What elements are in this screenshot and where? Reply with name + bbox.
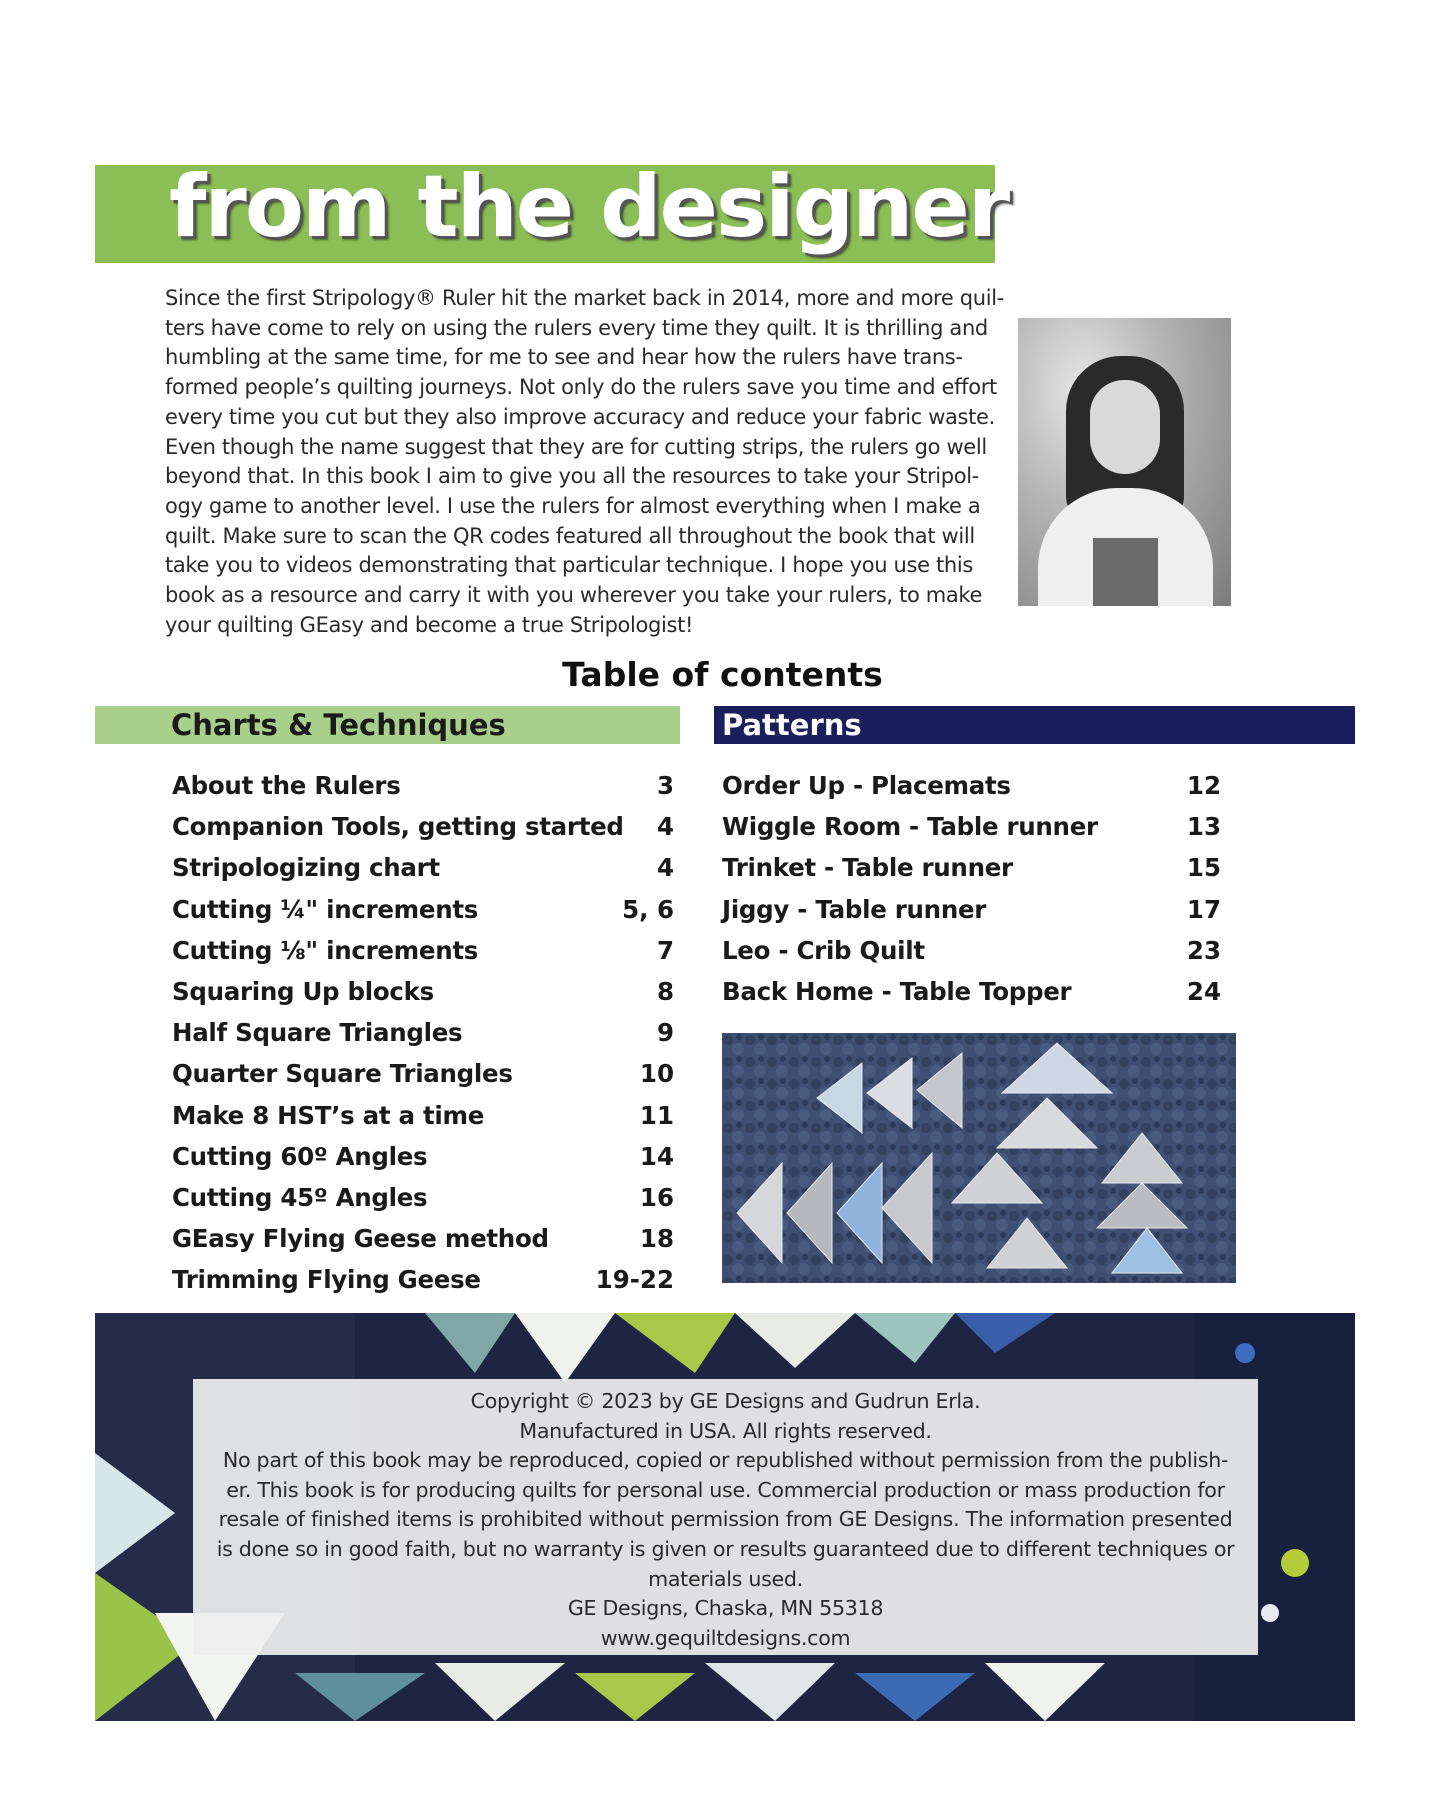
toc-item	[722, 930, 1221, 971]
toc-item	[722, 847, 1221, 888]
toc-item-label: Wiggle Room - Table runner	[722, 812, 1098, 842]
charts-heading-label: Charts & Techniques	[171, 708, 506, 742]
intro-line: beyond that. In this book I aim to give you all the resources to take your Stripol-	[165, 464, 979, 489]
toc-item	[172, 765, 674, 806]
toc-item-label: Cutting ⅛" increments	[172, 935, 479, 965]
toc-item	[172, 1136, 674, 1177]
toc-item-label: About the Rulers	[172, 771, 401, 800]
intro-line: Since the first Stripology® Ruler hit the market back in 2014, more and more quil-	[165, 286, 1004, 310]
toc-item-label: Leo - Crib Quilt	[722, 935, 925, 965]
toc-item-label: Trimming Flying Geese	[172, 1265, 481, 1295]
toc-item-label: Back Home - Table Topper	[722, 976, 1072, 1006]
toc-item-page: 4	[656, 853, 674, 883]
toc-item-page: 9	[656, 1018, 674, 1048]
copyright-line: Manufactured in USA. All rights reserved.	[519, 1418, 932, 1443]
copyright-line: No part of this book may be reproduced, copied or republished without permission from the publish-	[222, 1448, 1229, 1473]
intro-line: ters have come to rely on using the rulers every time they quilt. It is thrilling and	[165, 315, 988, 340]
toc-item	[172, 889, 674, 930]
toc-item-page: 16	[639, 1182, 674, 1212]
toc-item-label: Squaring Up blocks	[172, 976, 434, 1006]
toc-item-page: 5, 6	[622, 894, 674, 924]
toc-item-page: 19-22	[595, 1265, 674, 1295]
toc-item-page: 24	[1186, 976, 1221, 1006]
toc-item-label: Companion Tools, getting started	[172, 812, 624, 842]
flying-geese-quilt-photo	[722, 1033, 1236, 1283]
toc-item-label: Half Square Triangles	[172, 1018, 463, 1048]
intro-line: take you to videos demonstrating that particular technique. I hope you use this	[165, 553, 973, 578]
toc-item	[172, 1218, 674, 1259]
copyright-line: GE Designs, Chaska, MN 55318	[567, 1596, 884, 1621]
toc-item-page: 10	[639, 1059, 674, 1089]
toc-item	[722, 889, 1221, 930]
toc-item-page: 23	[1186, 935, 1221, 965]
intro-paragraph	[165, 284, 1010, 640]
intro-line: every time you cut but they also improve accuracy and reduce your fabric waste.	[165, 404, 995, 429]
toc-item-page: 18	[639, 1224, 674, 1254]
title-banner	[95, 157, 1009, 263]
patterns-heading-label: Patterns	[722, 708, 862, 742]
charts-heading	[95, 706, 680, 744]
toc-item-page: 7	[656, 935, 674, 965]
intro-line: Even though the name suggest that they are for cutting strips, the rulers go well	[165, 434, 987, 459]
toc-item-label: Jiggy - Table runner	[722, 894, 987, 924]
copyright-text	[193, 1387, 1258, 1653]
copyright-line: resale of finished items is prohibited without permission from GE Designs. The information presented	[218, 1507, 1233, 1532]
toc-item	[172, 847, 674, 888]
toc-item-page: 13	[1186, 812, 1221, 842]
intro-line: ogy game to another level. I use the rulers for almost everything when I make a	[165, 493, 981, 518]
toc-item	[172, 806, 674, 847]
toc-item	[172, 1053, 674, 1094]
copyright-line: Copyright © 2023 by GE Designs and Gudrun Erla.	[470, 1389, 981, 1413]
toc-item	[172, 1259, 674, 1300]
toc-item-page: 11	[639, 1100, 674, 1130]
toc-item	[722, 765, 1221, 806]
toc-item-page: 17	[1186, 894, 1221, 924]
toc-item-label: GEasy Flying Geese method	[172, 1224, 549, 1254]
toc-item-label: Stripologizing chart	[172, 853, 440, 883]
patterns-list	[722, 765, 1221, 1012]
toc-item	[172, 971, 674, 1012]
intro-line: quilt. Make sure to scan the QR codes featured all throughout the book that will	[165, 523, 975, 548]
toc-item	[172, 1012, 674, 1053]
copyright-line: materials used.	[648, 1566, 803, 1591]
toc-item-page: 4	[656, 812, 674, 842]
toc-item-page: 14	[639, 1141, 674, 1171]
copyright-line: is done so in good faith, but no warranty is given or results guaranteed due to different techniques or	[216, 1536, 1235, 1561]
toc-item	[172, 1095, 674, 1136]
intro-line: formed people’s quilting journeys. Not only do the rulers save you time and effort	[165, 375, 997, 400]
toc-item	[172, 930, 674, 971]
toc-title: Table of contents	[562, 655, 883, 694]
toc-item-page: 15	[1186, 853, 1221, 883]
copyright-line: er. This book is for producing quilts for personal use. Commercial production or mass production for	[226, 1477, 1225, 1502]
toc-item-label: Cutting 60º Angles	[172, 1141, 428, 1171]
designer-portrait	[1018, 318, 1231, 606]
toc-item-page: 8	[656, 976, 674, 1006]
toc-item-label: Order Up - Placemats	[722, 771, 1011, 800]
toc-item-label: Cutting ¼" increments	[172, 894, 479, 924]
toc-item	[722, 971, 1221, 1012]
toc-item-label: Cutting 45º Angles	[172, 1182, 428, 1212]
toc-item-label: Trinket - Table runner	[722, 853, 1013, 883]
toc-item-page: 12	[1186, 771, 1221, 800]
copyright-box	[193, 1379, 1258, 1655]
toc-item-label: Make 8 HST’s at a time	[172, 1100, 485, 1130]
toc-item	[172, 1177, 674, 1218]
page-title: from the designer	[169, 157, 1009, 257]
toc-item	[722, 806, 1221, 847]
toc-item-page: 3	[656, 771, 674, 800]
intro-line: your quilting GEasy and become a true Stripologist!	[165, 612, 694, 637]
intro-line: book as a resource and carry it with you wherever you take your rulers, to make	[165, 583, 983, 608]
website-link[interactable]: www.gequiltdesigns.com	[600, 1625, 851, 1650]
patterns-heading	[714, 706, 1355, 744]
charts-list	[172, 765, 674, 1300]
intro-line: humbling at the same time, for me to see and hear how the rulers have trans-	[165, 345, 963, 370]
toc-item-label: Quarter Square Triangles	[172, 1059, 513, 1089]
